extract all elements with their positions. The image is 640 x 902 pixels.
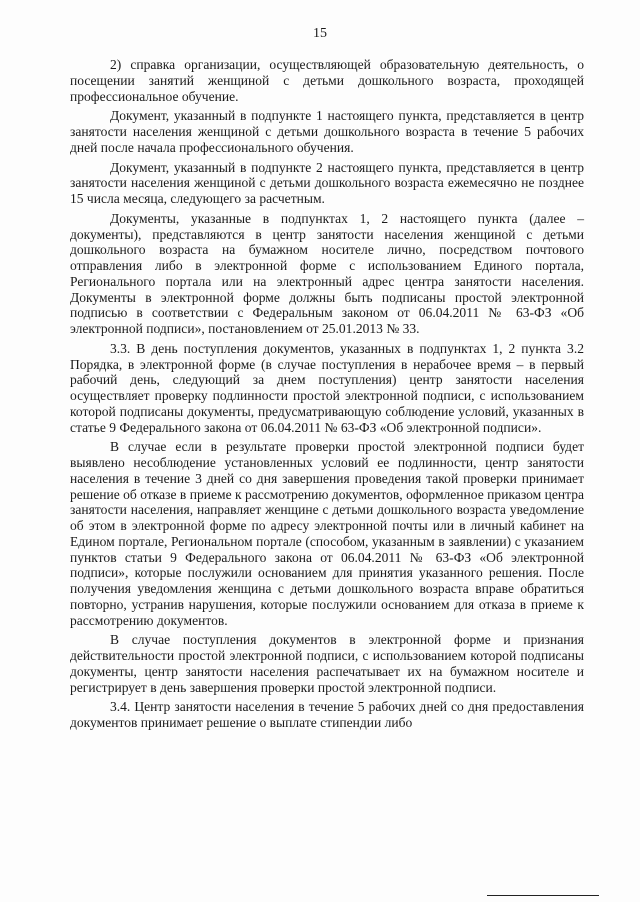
document-body bbox=[70, 57, 584, 731]
paragraph-submission-methods: Документы, указанные в подпунктах 1, 2 настоящего пункта (далее – документы), представляются в центр занятости населения женщиной с детьми дошкольного возраста на бумажном носителе лично, посредством почтового отправления либо в электронной форме с использованием Единого портала, Регионального портала или на электронный адрес центра занятости населения. Документы в электронной форме должны быть подписаны простой электронной подписью в соответствии с Федеральным законом от 06.04.2011 № 63-ФЗ «Об электронной подписи», постановлением от 25.01.2013 № 33. bbox=[70, 210, 584, 336]
page-number: 15 bbox=[313, 26, 327, 41]
paragraph-signature-check-success: В случае поступления документов в электронной форме и признания действительности простой электронной подписи, с использованием которой подписаны документы, центр занятости населения распечатывает их на бумажном носителе и регистрирует в день завершения проверки простой электронной подписи. bbox=[70, 632, 584, 695]
footer-rule bbox=[487, 895, 599, 896]
paragraph-subpoint-2-document: Документ, указанный в подпункте 2 настоящего пункта, представляется в центр занятости населения женщиной с детьми дошкольного возраста ежемесячно не позднее 15 числа месяца, следующего за расчетным. bbox=[70, 159, 584, 206]
paragraph-subpoint-1-document: Документ, указанный в подпункте 1 настоящего пункта, представляется в центр занятости населения женщиной с детьми дошкольного возраста в течение 5 рабочих дней после начала профессионального обучения. bbox=[70, 108, 584, 155]
paragraph-clause-3-4: 3.4. Центр занятости населения в течение 5 рабочих дней со дня предоставления документов принимает решение о выплате стипендии либо bbox=[70, 699, 584, 730]
paragraph-signature-check-failure: В случае если в результате проверки простой электронной подписи будет выявлено несоблюдение установленных условий ее подлинности, центр занятости населения в течение 3 дней со дня завершения проведения такой проверки принимает решение об отказе в приеме к рассмотрению документов, оформленное приказом центра занятости населения, направляет женщине с детьми дошкольного возраста уведомление об этом в электронной форме по адресу электронной почты или в личный кабинет на Едином портале, Региональном портале (способом, указанным в заявлении) с указанием пунктов статьи 9 Федерального закона от 06.04.2011 № 63-ФЗ «Об электронной подписи», которые послужили основанием для принятия указанного решения. После получения уведомления женщина с детьми дошкольного возраста вправе обратиться повторно, устранив нарушения, которые послужили основанием для отказа в приеме к рассмотрению документов. bbox=[70, 439, 584, 628]
paragraph-certificate-of-attendance: 2) справка организации, осуществляющей образовательную деятельность, о посещении занятий женщиной с детьми дошкольного возраста, проходящей профессиональное обучение. bbox=[70, 57, 584, 104]
paragraph-clause-3-3: 3.3. В день поступления документов, указанных в подпунктах 1, 2 пункта 3.2 Порядка, в электронной форме (в случае поступления в нерабочее время – в первый рабочий день, следующий за днем поступления) центр занятости населения осуществляет проверку подлинности простой электронной подписи, с использованием которой подписаны документы, предусматривающую соблюдение условий, указанных в статье 9 Федерального закона от 06.04.2011 № 63-ФЗ «Об электронной подписи». bbox=[70, 340, 584, 435]
